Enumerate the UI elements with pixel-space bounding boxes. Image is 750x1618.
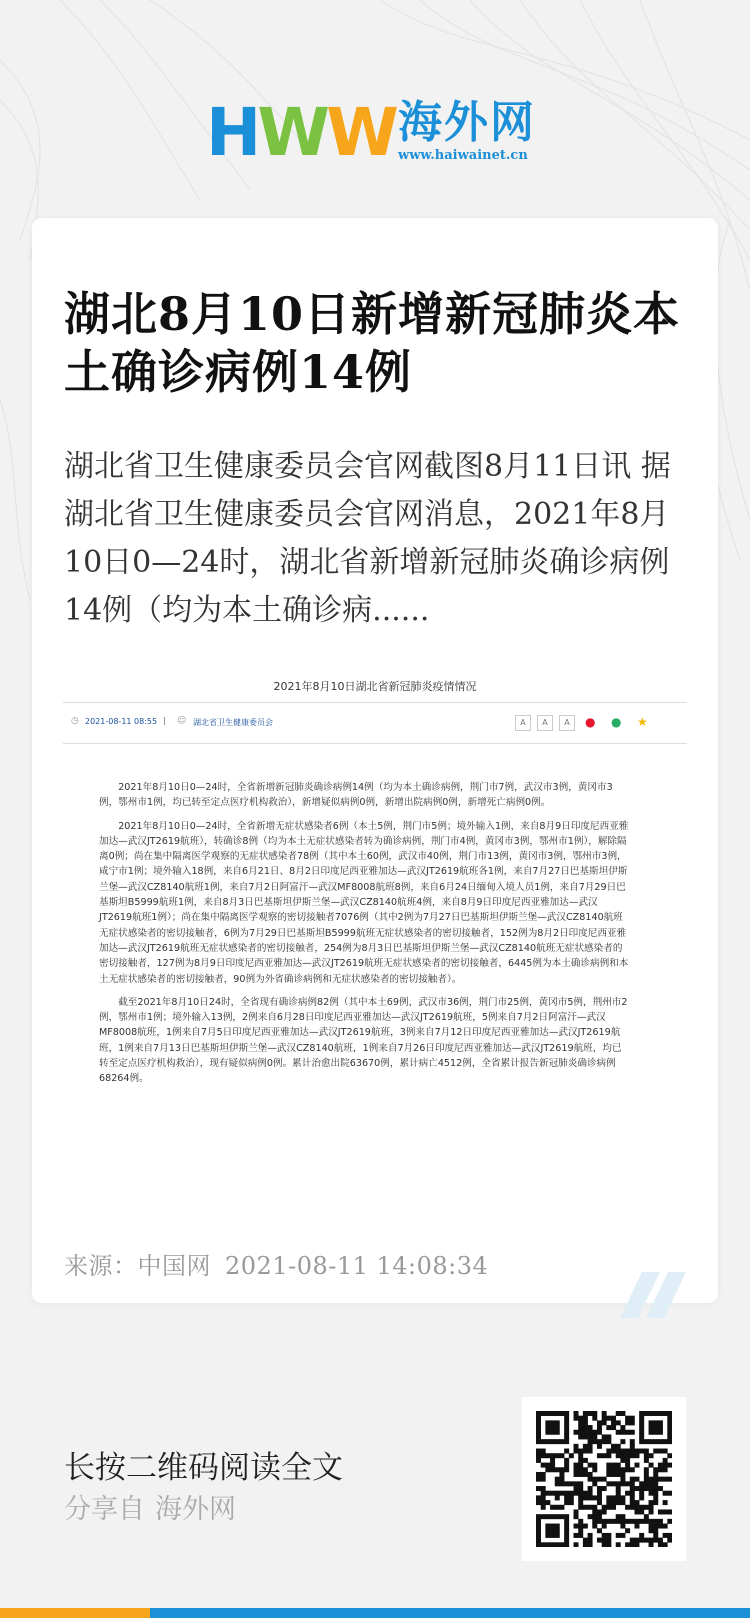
share-source [64, 1487, 246, 1526]
screenshot-paragraph: 2021年8月10日0—24时，全省新增无症状感染者6例（本土5例，荆门市5例；境外输入1例，来自8月9日印度尼西亚雅加达—武汉JT2619航班），转确诊8例（均为本土无症状感染者转为确诊病例，荆门市4例，黄冈市3例，鄂州市1例），解除隔离0例；尚在集中隔离医学观察的无症状感染者78例（其中本土60例，武汉市40例，荆门市13例，黄冈市3例，鄂州市3例，咸宁市1例；境外输入18例，来自6月21日、8月2日印度尼西亚雅加达—武汉JT2619航班各1例，来自7月27日巴基斯坦伊斯兰堡—武汉CZ8140航班1例，来自7月2日阿富汗—武汉MF8008航班8例，来自6月24日缅甸入境人员1例，来自7月29日巴基斯坦B5999航班1例，来自8月3日巴基斯坦伊斯兰堡—武汉CZ8140航班4例，来自8月9日印度尼西亚雅加达—武汉JT2619航班1例）；尚在集中隔离医学观察的密切接触者7076例（其中2例为7月27日巴基斯坦伊斯兰堡—武汉CZ8140航班无症状感染者的密切接触者，6例为7月29日巴基斯坦B5999航班无症状感染者的密切接触者，152例为8月2日印度尼西亚雅加达—武汉JT2619航班无症状感染者的密切接触者，254例为8月3日巴基斯坦伊斯兰堡—武汉CZ8140航班无症状感染者的密切接触者，127例为8月9日印度尼西亚雅加达—武汉JT2619航班无症状感染者的密切接触者，6445例为本土确诊病例和本土无症状感染者的密切接触者，90例为外省确诊病例和无症状感染者的密切接触者）。 [99, 820, 629, 985]
font-size-small-button: A [559, 715, 575, 731]
haiwainet-logo [206, 94, 546, 171]
share-prefix: 分享自 [64, 1494, 145, 1525]
share-site-name: 海外网 [155, 1494, 236, 1525]
screenshot-publisher: 湖北省卫生健康委员会 [193, 718, 273, 727]
article-title: 湖北8月10日新增新冠肺炎本土确诊病例14例 [64, 287, 681, 399]
screenshot-body [99, 780, 629, 1095]
font-size-medium-button: A [537, 715, 553, 731]
article-screenshot [63, 668, 687, 1188]
screenshot-paragraph: 2021年8月10日0—24时，全省新增新冠肺炎确诊病例14例（均为本土确诊病例，荆门市7例，武汉市3例，黄冈市3例，鄂州市1例，均已转至定点医疗机构救治），新增疑似病例0例，新增出院病例0例，新增死亡病例0例。 [99, 782, 613, 809]
font-size-large-button: A [515, 715, 531, 731]
logo-hww-mark: HWW [206, 94, 395, 171]
decorative-slashes-icon [620, 1272, 686, 1318]
source-name: 来源：中国网 [64, 1252, 211, 1280]
article-summary: 湖北省卫生健康委员会官网截图8月11日讯 据湖北省卫生健康委员会官网消息，2021年8月10日0—24时，湖北省新增新冠肺炎确诊病例14例（均为本土确诊病...... [64, 449, 671, 628]
logo-chinese-name: 海外网 [398, 97, 536, 148]
logo-url: www.haiwainet.cn [398, 148, 528, 163]
weibo-icon: ● [585, 715, 596, 729]
person-icon: ☺ [177, 716, 187, 726]
screenshot-meta-bar [63, 702, 687, 744]
qr-call-to-action: 长按二维码阅读全文 [64, 1450, 343, 1486]
qr-code-icon [536, 1411, 672, 1547]
wechat-icon: ● [611, 715, 622, 729]
meta-separator: | [163, 716, 166, 725]
favorite-icon: ★ [637, 715, 648, 729]
clock-icon: ◷ [71, 716, 79, 726]
share-footer [0, 1353, 750, 1618]
brand-bottom-bar [0, 1608, 750, 1618]
screenshot-heading: 2021年8月10日湖北省新冠肺炎疫情情况 [273, 680, 477, 693]
publish-timestamp: 2021-08-11 14:08:34 [225, 1252, 489, 1280]
brand-bottom-bar-accent [0, 1608, 150, 1618]
article-source-line [64, 1246, 502, 1281]
qr-code[interactable] [522, 1397, 686, 1561]
screenshot-date: 2021-08-11 08:55 [85, 717, 158, 726]
screenshot-paragraph: 截至2021年8月10日24时，全省现有确诊病例82例（其中本土69例，武汉市36例，荆门市25例，黄冈市5例，荆州市2例，鄂州市1例；境外输入13例，2例来自6月28日印度尼西亚雅加达—武汉JT2619航班，5例来自7月2日阿富汗—武汉MF8008航班，1例来自7月5日印度尼西亚雅加达—武汉JT2619航班，3例来自7月12日印度尼西亚雅加达—武汉JT2619航班，1例来自7月13日巴基斯坦伊斯兰堡—武汉CZ8140航班，1例来自7月26日印度尼西亚雅加达—武汉JT2619航班，均已转至定点医疗机构救治），现有疑似病例0例。累计治愈出院63670例，累计病亡4512例，全省累计报告新冠肺炎确诊病例68264例。 [99, 996, 628, 1085]
